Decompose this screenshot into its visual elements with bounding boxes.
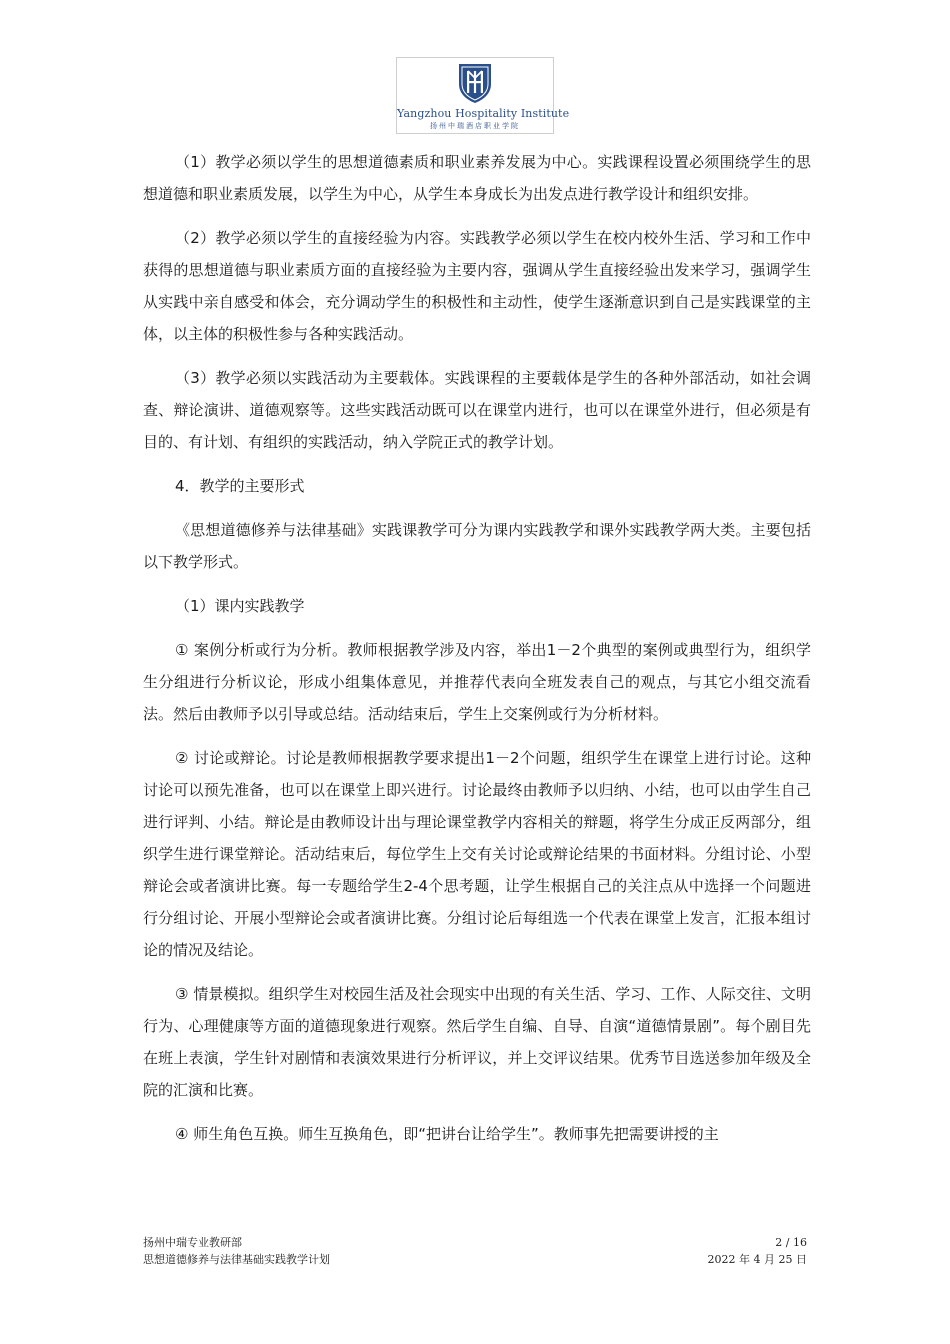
page-footer <box>143 1234 807 1268</box>
paragraph-teaching-forms-intro: 《思想道德修养与法律基础》实践课教学可分为课内实践教学和课外实践教学两大类。主要包括以下教学形式。 <box>143 521 811 571</box>
subheading-in-class-practice: （1）课内实践教学 <box>175 597 305 615</box>
footer-page-indicator: 2 / 16 <box>775 1236 807 1249</box>
document-body <box>143 146 811 1162</box>
paragraph-case-analysis: ① 案例分析或行为分析。教师根据教学涉及内容，举出1－2个典型的案例或典型行为，组织学生分组进行分析议论，形成小组集体意见，并推荐代表向全班发表自己的观点，与其它小组交流看法。然后由教师予以引导或总结。活动结束后，学生上交案例或行为分析材料。 <box>143 641 811 723</box>
section-heading-teaching-forms: 4．教学的主要形式 <box>175 477 305 495</box>
paragraph-principle-2: （2）教学必须以学生的直接经验为内容。实践教学必须以学生在校内校外生活、学习和工作中获得的思想道德与职业素质方面的直接经验为主要内容，强调从学生直接经验出发来学习，强调学生从实践中亲自感受和体会，充分调动学生的积极性和主动性，使学生逐渐意识到自己是实践课堂的主体，以主体的积极性参与各种实践活动。 <box>143 229 811 343</box>
paragraph-scenario-simulation: ③ 情景模拟。组织学生对校园生活及社会现实中出现的有关生活、学习、工作、人际交往、文明行为、心理健康等方面的道德现象进行观察。然后学生自编、自导、自演“道德情景剧”。每个剧目先在班上表演，学生针对剧情和表演效果进行分析评议，并上交评议结果。优秀节目选送参加年级及全院的汇演和比赛。 <box>143 985 811 1099</box>
shield-emblem-icon <box>457 62 493 104</box>
logo-english-name: Yangzhou Hospitality Institute <box>397 107 570 120</box>
footer-row-2 <box>143 1251 807 1268</box>
institute-logo <box>396 57 570 134</box>
footer-row-1 <box>143 1234 807 1251</box>
logo-chinese-name: 扬州中瑞酒店职业学院 <box>430 122 520 130</box>
paragraph-principle-1: （1）教学必须以学生的思想道德素质和职业素养发展为中心。实践课程设置必须围绕学生的思想道德和职业素质发展，以学生为中心，从学生本身成长为出发点进行教学设计和组织安排。 <box>143 153 811 203</box>
footer-department: 扬州中瑞专业教研部 <box>143 1236 242 1249</box>
paragraph-principle-3: （3）教学必须以实践活动为主要载体。实践课程的主要载体是学生的各种外部活动，如社会调查、辩论演讲、道德观察等。这些实践活动既可以在课堂内进行，也可以在课堂外进行，但必须是有目的、有计划、有组织的实践活动，纳入学院正式的教学计划。 <box>143 369 811 451</box>
paragraph-discussion-debate: ② 讨论或辩论。讨论是教师根据教学要求提出1－2个问题，组织学生在课堂上进行讨论。这种讨论可以预先准备，也可以在课堂上即兴进行。讨论最终由教师予以归纳、小结，也可以由学生自己进行评判、小结。辩论是由教师设计出与理论课堂教学内容相关的辩题，将学生分成正反两部分，组织学生进行课堂辩论。活动结束后，每位学生上交有关讨论或辩论结果的书面材料。分组讨论、小型辩论会或者演讲比赛。每一专题给学生2-4个思考题，让学生根据自己的关注点从中选择一个问题进行分组讨论、开展小型辩论会或者演讲比赛。分组讨论后每组选一个代表在课堂上发言，汇报本组讨论的情况及结论。 <box>143 749 811 959</box>
footer-document-title: 思想道德修养与法律基础实践教学计划 <box>143 1253 330 1266</box>
footer-date: 2022 年 4 月 25 日 <box>707 1253 807 1266</box>
paragraph-role-swap: ④ 师生角色互换。师生互换角色，即“把讲台让给学生”。教师事先把需要讲授的主 <box>175 1125 719 1143</box>
